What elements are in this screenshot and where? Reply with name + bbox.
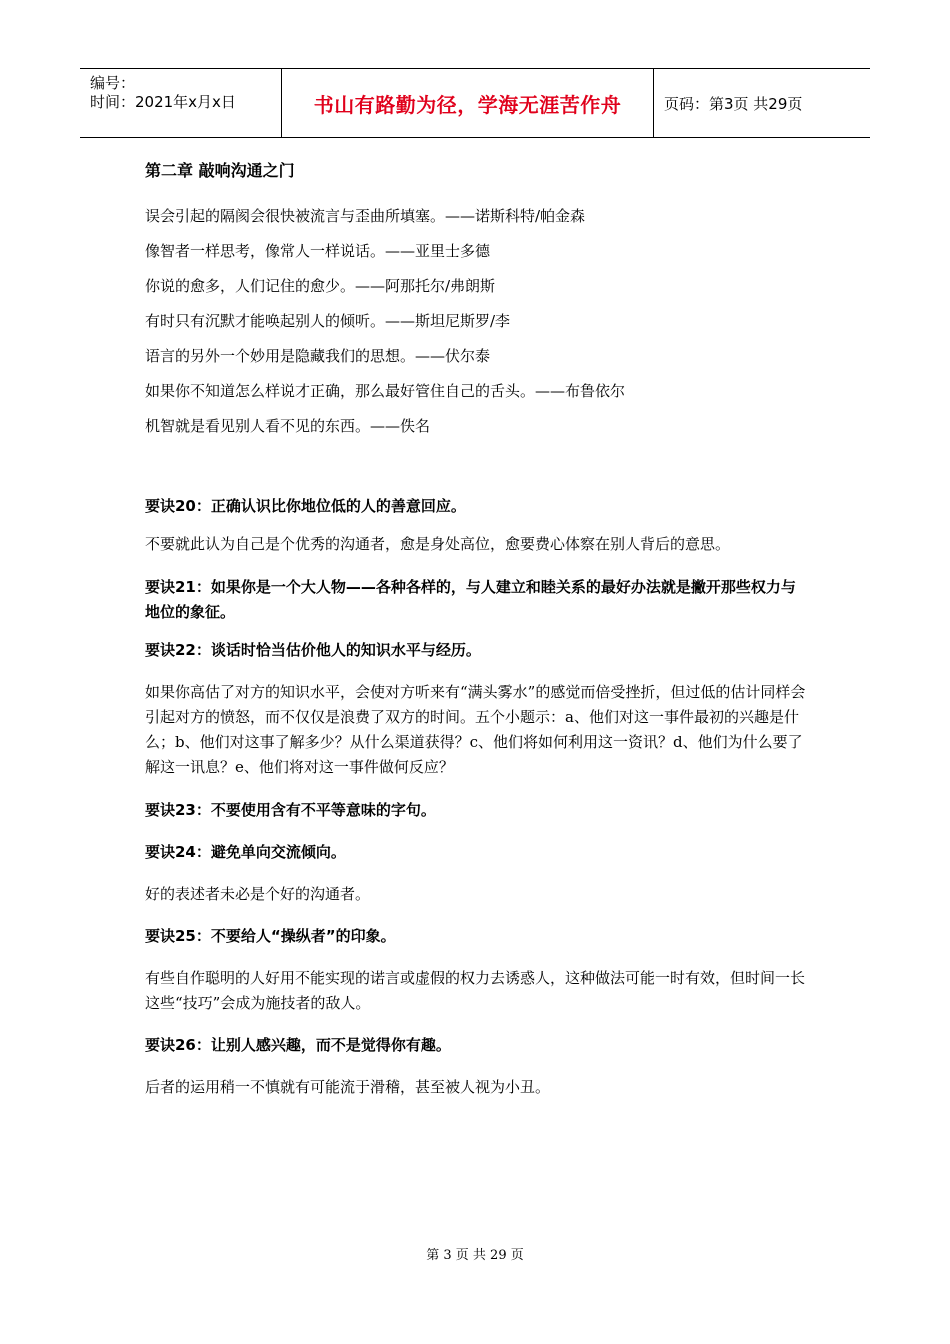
page-footer: 第 3 页 共 29 页	[426, 1248, 524, 1263]
tip-heading: 要诀24：避免单向交流倾向。	[145, 843, 346, 861]
tip-heading: 要诀21：如果你是一个大人物——各种各样的，与人建立和睦关系的最好办法就是撇开那些权力与地位的象征。	[145, 578, 796, 621]
tip-heading: 要诀22：谈话时恰当估价他人的知识水平与经历。	[145, 641, 481, 659]
quote-line: 机智就是看见别人看不见的东西。——佚名	[145, 417, 431, 435]
tip-heading: 要诀23：不要使用含有不平等意味的字句。	[145, 801, 436, 819]
document-body	[145, 156, 810, 1113]
document-time-label: 时间：2021年x月x日	[90, 93, 236, 111]
header-motto: 书山有路勤为径，学海无涯苦作舟	[313, 92, 622, 117]
header-motto-cell	[282, 69, 654, 137]
chapter-title: 第二章 敲响沟通之门	[145, 161, 295, 180]
quote-line: 像智者一样思考，像常人一样说话。——亚里士多德	[145, 242, 491, 260]
document-number-label: 编号：	[90, 74, 136, 92]
tip-paragraph: 好的表述者未必是个好的沟通者。	[145, 885, 371, 903]
tip-paragraph: 不要就此认为自己是个优秀的沟通者，愈是身处高位，愈要费心体察在别人背后的意思。	[145, 535, 731, 553]
tip-paragraph: 后者的运用稍一不慎就有可能流于滑稽，甚至被人视为小丑。	[145, 1078, 551, 1096]
tip-heading: 要诀26：让别人感兴趣，而不是觉得你有趣。	[145, 1036, 451, 1054]
spacer	[145, 449, 810, 494]
header-page-info: 页码：第3页 共29页	[664, 94, 803, 113]
quote-line: 如果你不知道怎么样说才正确，那么最好管住自己的舌头。——布鲁依尔	[145, 382, 626, 400]
document-header	[80, 68, 870, 138]
quote-line: 语言的另外一个妙用是隐藏我们的思想。——伏尔泰	[145, 347, 491, 365]
quote-list	[145, 204, 810, 438]
quote-line: 有时只有沉默才能唤起别人的倾听。——斯坦尼斯罗/李	[145, 312, 511, 330]
tip-paragraph: 如果你高估了对方的知识水平，会使对方听来有“满头雾水”的感觉而倍受挫折，但过低的估计同样会引起对方的愤怒，而不仅仅是浪费了双方的时间。五个小题示：a、他们对这一事件最初的兴趣是什么；b、他们对这事了解多少？从什么渠道获得？c、他们将如何利用这一资讯？d、他们为什么要了解这一讯息？e、他们将对这一事件做何反应？	[145, 683, 806, 776]
tip-paragraph: 有些自作聪明的人好用不能实现的诺言或虚假的权力去诱惑人，这种做法可能一时有效，但时间一长这些“技巧”会成为施技者的敌人。	[145, 969, 806, 1012]
header-meta-cell	[80, 69, 282, 137]
tip-heading: 要诀25：不要给人“操纵者”的印象。	[145, 927, 396, 945]
quote-line: 误会引起的隔阂会很快被流言与歪曲所填塞。——诺斯科特/帕金森	[145, 207, 586, 225]
header-page-cell	[654, 69, 870, 137]
quote-line: 你说的愈多，人们记住的愈少。——阿那托尔/弗朗斯	[145, 277, 496, 295]
tip-heading: 要诀20：正确认识比你地位低的人的善意回应。	[145, 497, 466, 515]
